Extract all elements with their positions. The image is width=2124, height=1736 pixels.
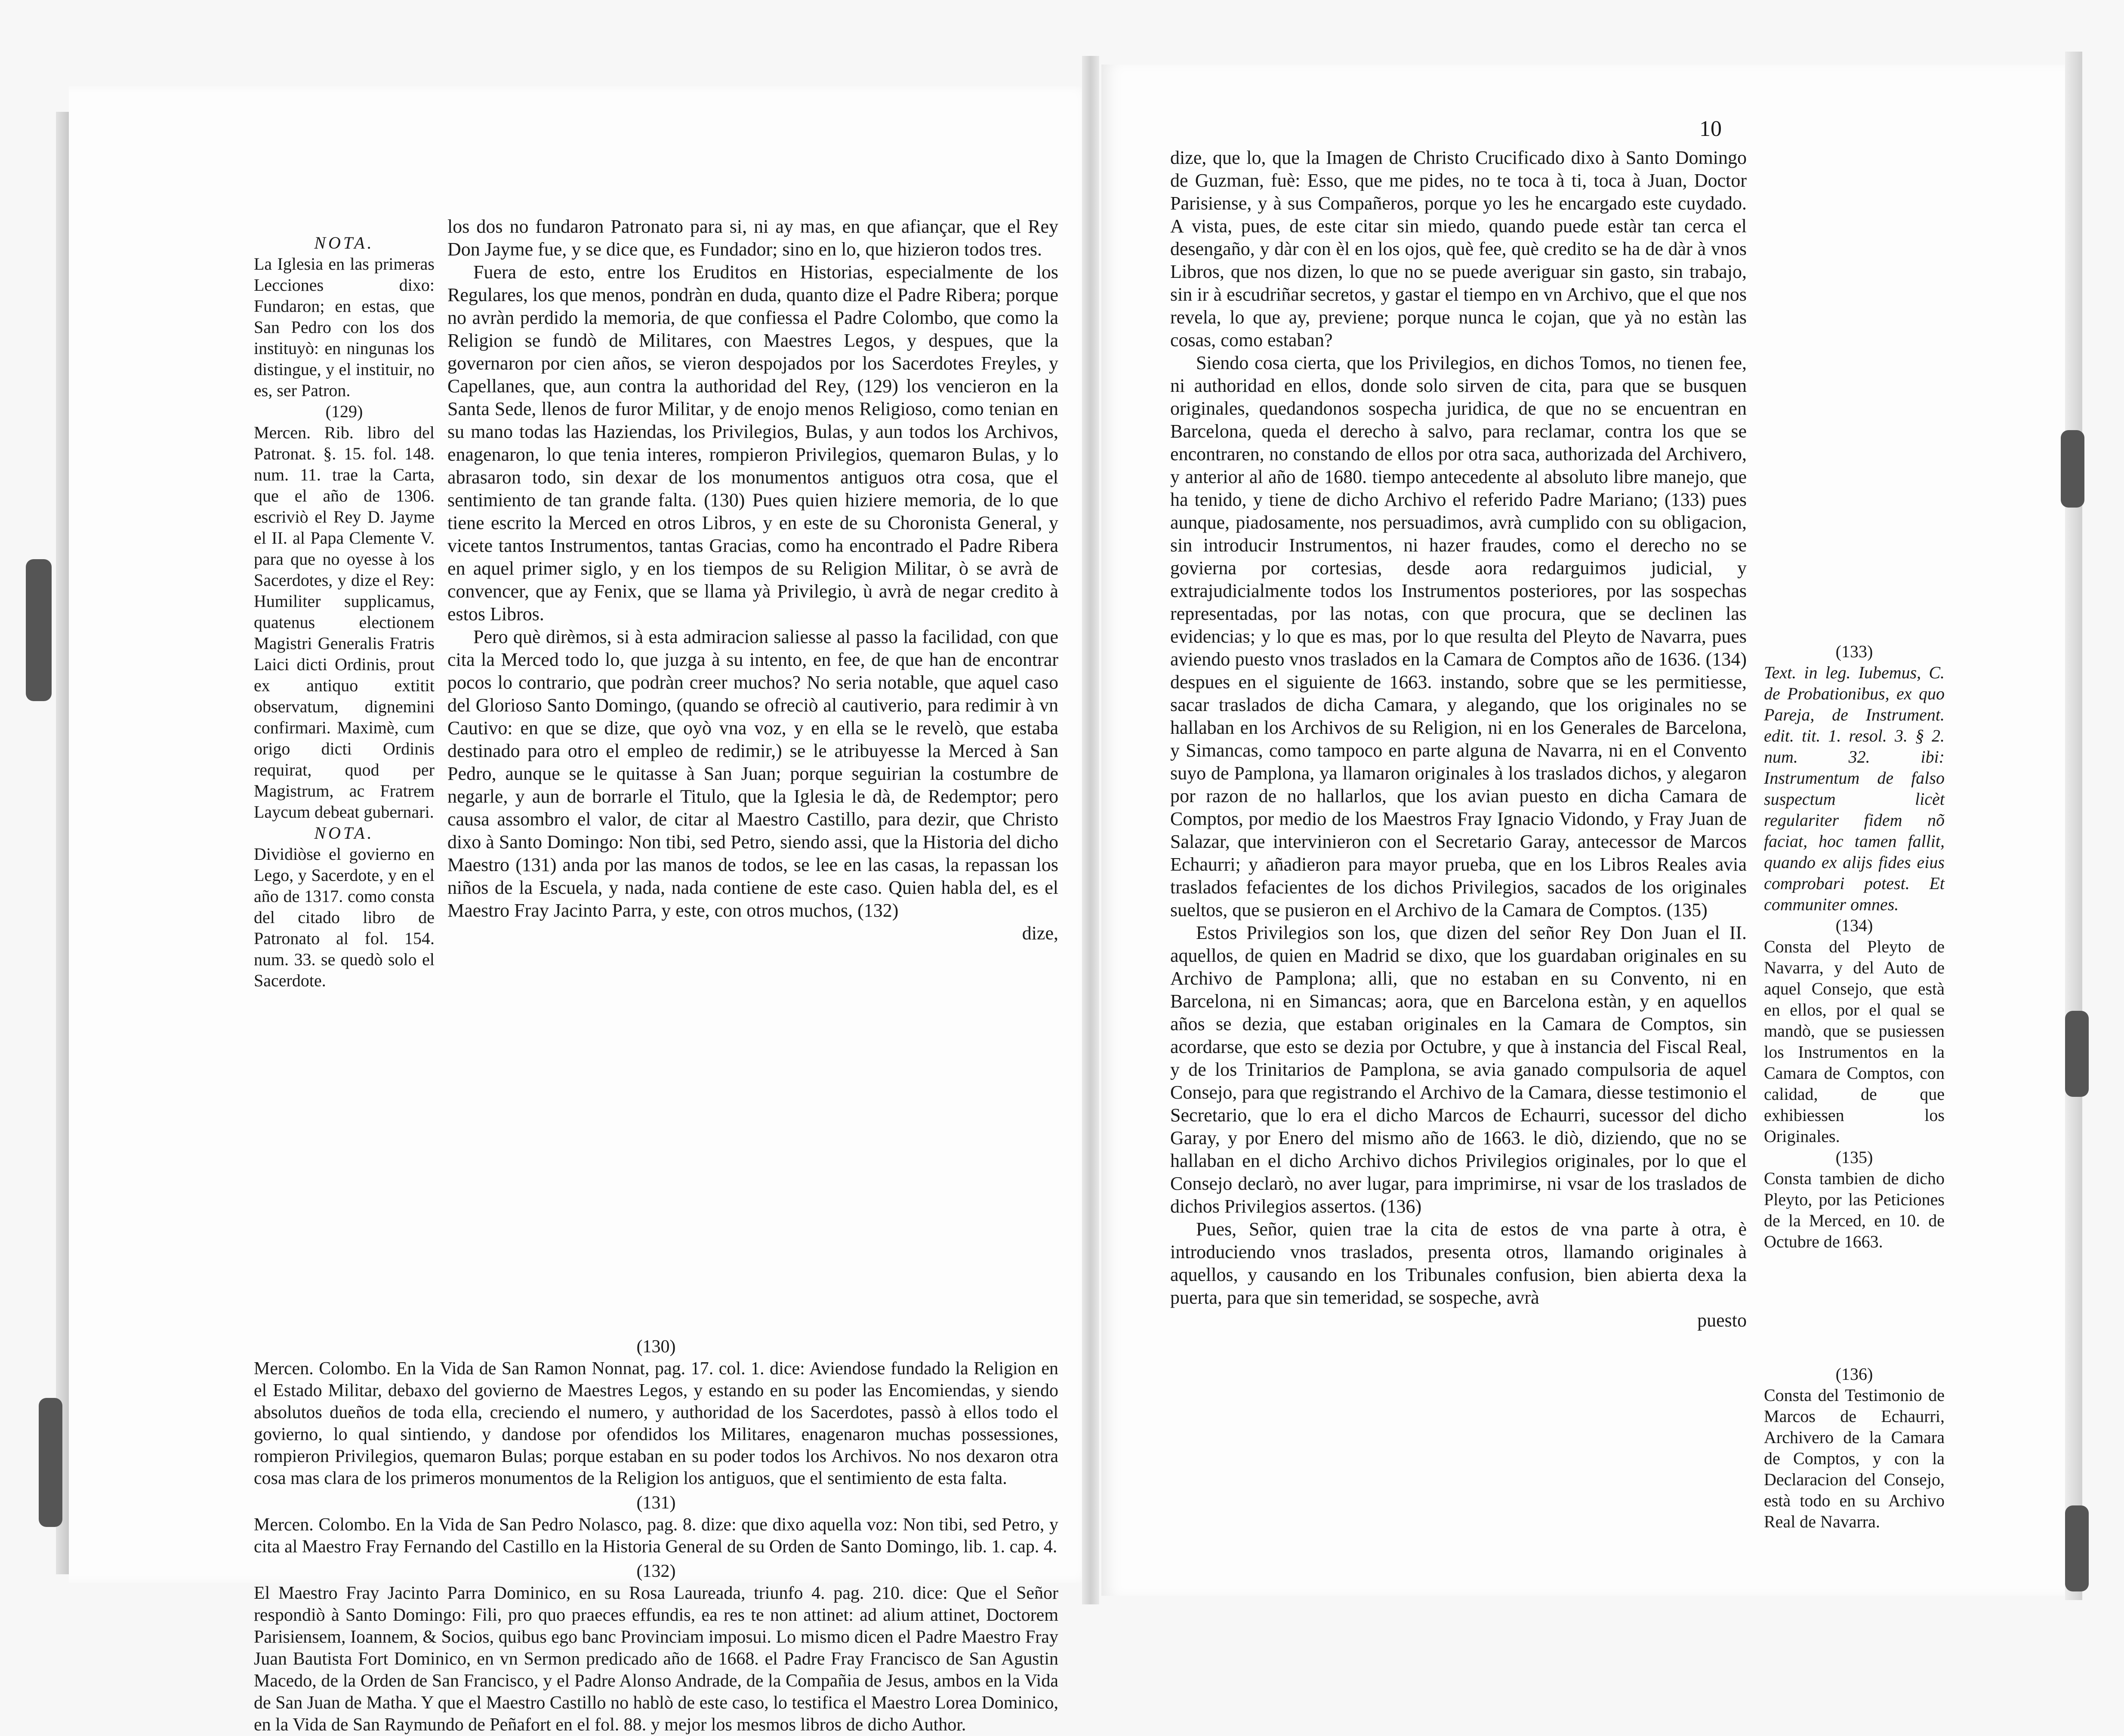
left-main-text	[447, 215, 1058, 945]
binding-tie-left-upper	[26, 559, 52, 701]
binding-tie-right-middle	[2065, 1011, 2089, 1097]
margin-note-text: Mercen. Rib. libro del Patronat. §. 15. fol. 148. num. 11. trae la Carta, que el año de 1306. escriviò el Rey D. Jayme el II. al Papa Clemente V. para que no oyesse à los Sacerdotes, y dize el Rey: Humiliter supplicamus, quatenus electionem Magistri Generalis Fratris Laici dicti Ordinis, prout ex antiquo extitit observatum, dignemini confirmari. Maximè, cum origo dicti Ordinis requirat, quod per Magistrum, ac Fratrem Laycum debeat gubernari.	[254, 423, 435, 822]
page-number: 10	[1699, 117, 1722, 141]
margin-note-number: (135)	[1835, 1148, 1873, 1167]
paragraph: Estos Privilegios son los, que dizen del señor Rey Don Juan el II. aquellos, de quien en Madrid se dixo, que los guardaban originales en su Archivo de Pamplona; alli, que no estaban en su Convento, ni en Barcelona, ni en Simancas; aora, que en Barcelona estàn, y en aquellos años se dezia, que estaban originales en la Camara de Comptos, sin acordarse, que esto se dezia por Octubre, y que à instancia del Fiscal Real, y de los Trinitarios de Pamplona, se avia ganado compulsoria de aquel Consejo, para que registrando el Archivo de la Camara, diesse testimonio el Secretario, que lo era el dicho Marcos de Echaurri, sucessor del dicho Garay, y por Enero del mismo año de 1663. le diò, diziendo, que no se hallaban en el dicho Archivo dichos Privilegios originales, por lo que el Consejo declarò, no aver lugar, para imprimirse, ni vsar de los traslados de dichos Privilegios assertos. (136)	[1170, 922, 1747, 1217]
binding-tie-right-lower	[2065, 1505, 2089, 1591]
margin-note-number: (129)	[325, 402, 363, 421]
binding-tie-right-upper	[2061, 430, 2084, 508]
footnote-text: Mercen. Colombo. En la Vida de San Ramon Nonnat, pag. 17. col. 1. dice: Aviendose fundado la Religion en el Estado Militar, debaxo del govierno de Maestres Legos, y estando en su poder las Encomiendas, y siendo absolutos dueños de toda ella, creciendo el numero, y authoridad de los Sacerdotes, passò à ellos todo el govierno, lo qual sintiendo, y dandose por ofendidos los Militares, enagenaron muchas possessiones, rompieron Privilegios, quemaron Bulas; porque estaban en su poder todos los Archivos. No nos dexaron otra cosa mas clara de los primeros monumentos de la Religion los antiguos, que el sentimiento de esta falta.	[254, 1359, 1058, 1488]
paragraph: dize, que lo, que la Imagen de Christo Crucificado dixo à Santo Domingo de Guzman, fuè: Esso, que me pides, no te toca à ti, toca à Juan, Doctor Parisiense, y à sus Compañeros, porque yo les he encargado este cuydado. A vista, pues, de este citar sin miedo, quando puede estàr tan cerca el desengaño, y dàr con èl en los ojos, què fee, què credito se ha de dàr à vnos Libros, que nos dizen, lo que no se puede averiguar sin gasto, sin trabajo, sin ir à escudriñar secretos, y gastar el tiempo en vn Archivo, que el que nos revela, lo que ay, previene; porque nunca le cojan, que yà no estàn las cosas, como estaban?	[1170, 147, 1747, 351]
book-cover-edge-right	[2065, 52, 2082, 1600]
margin-note-text: Consta del Pleyto de Navarra, y del Auto de aquel Consejo, que està en ellos, por el qual se mandò, que se pusiessen los Instrumentos en la Camara de Comptos, con calidad, de que exhibiessen los Originales.	[1764, 937, 1945, 1146]
footnote-text: El Maestro Fray Jacinto Parra Dominico, en su Rosa Laureada, triunfo 4. pag. 210. dice: Que el Señor respondiò à Santo Domingo: Fili, pro quo praeces effundis, ea res te non attinet: ad alium attinet, Doctorem Parisiensem, Ioannem, & Socios, quibus ego banc Provinciam imposui. Lo mismo dicen el Padre Maestro Fray Juan Bautista Fort Dominico, en vn Sermon predicado año de 1668. el Padre Fray Francisco de San Agustin Macedo, de la Orden de San Francisco, y el Padre Alonso Andrade, de la Compañia de Jesus, ambos en la Vida de San Juan de Matha. Y que el Maestro Castillo no hablò de este caso, lo testifica el Maestro Lorea Dominico, en la Vida de San Raymundo de Peñafort en el fol. 88. y mejor los mesmos libros de dicho Author.	[254, 1583, 1058, 1735]
left-margin-notes	[254, 232, 435, 991]
margin-note-number: (133)	[1835, 642, 1873, 661]
book-gutter	[1082, 56, 1099, 1604]
right-margin-note-136	[1764, 1364, 1945, 1532]
right-margin-notes	[1764, 641, 1945, 1252]
paragraph: los dos no fundaron Patronato para si, ni ay mas, en que afiançar, que el Rey Don Jayme fue, y se dice que, es Fundador; sino en lo, que hizieron todos tres.	[447, 216, 1058, 260]
binding-tie-left-lower	[39, 1398, 62, 1527]
right-main-text	[1170, 146, 1747, 1332]
left-footnotes	[254, 1333, 1058, 1736]
footnote-number: (131)	[636, 1493, 676, 1513]
left-page	[69, 86, 1097, 1735]
catchword: puesto	[1697, 1310, 1747, 1331]
margin-note-text: Consta tambien de dicho Pleyto, por las Peticiones de la Merced, en 10. de Octubre de 1663.	[1764, 1169, 1945, 1251]
margin-note-heading: NOTA.	[314, 823, 374, 843]
footnote-number: (130)	[636, 1337, 676, 1357]
margin-note-text: La Iglesia en las primeras Lecciones dixo: Fundaron; en estas, que San Pedro con los dos instituyò: en ningunas los distingue, y el instituir, no es, ser Patron.	[254, 254, 435, 400]
margin-note-text: Dividiòse el govierno en Lego, y Sacerdote, y en el año de 1317. como consta del citado libro de Patronato al fol. 154. num. 33. se quedò solo el Sacerdote.	[254, 844, 435, 990]
margin-note-number: (134)	[1835, 916, 1873, 935]
margin-note-text: Consta del Testimonio de Marcos de Echaurri, Archivero de la Camara de Comptos, y con la Declaracion del Consejo, està todo en su Archivo Real de Navarra.	[1764, 1385, 1945, 1531]
paragraph: Pero què dirèmos, si à esta admiracion saliesse al passo la facilidad, con que cita la Merced todo lo, que juzga à su intento, en fee, de que han de encontrar pocos lo contrario, que podràn creer muchos? No seria notable, que aquel caso del Glorioso Santo Domingo, (quando se ofreciò al cautiverio, para redimir à vn Cautivo: en que se dize, que oyò vna voz, y en ella se le revelò, que estaba destinado para otro el empleo de redimir,) se le atribuyesse la Merced à San Pedro, aunque se le quitasse à San Juan; porque seguirian la costumbre de negarle, y aun de borrarle el Titulo, que la Iglesia le dà, de Redemptor; pero causa assombro el valor, de citar al Maestro Castillo, para dezir, que Christo dixo à Santo Domingo: Non tibi, sed Petro, siendo assi, que la Historia del dicho Maestro (131) anda por las manos de todos, se lee en las casas, la repassan los niños de la Escuela, y nada, nada contiene de este caso. Quien habla del, es el Maestro Fray Jacinto Parra, y este, con otros muchos, (132)	[447, 626, 1058, 921]
paragraph: Pues, Señor, quien trae la cita de estos de vna parte à otra, è introduciendo vnos traslados, presenta otros, llamando originales à aquellos, y causando en los Tribunales confusion, bien abierta dexa la puerta, para que sin temeridad, se sospeche, avrà	[1170, 1219, 1747, 1308]
margin-note-text: Text. in leg. Iubemus, C. de Probationibus, ex quo Pareja, de Instrument. edit. tit. 1. resol. 3. § 2. num. 32. ibi: Instrumentum de falso suspectum licèt regulariter fidem nõ faciat, hoc tamen fallit, quando ex alijs fides eius comprobari potest. Et communiter omnes.	[1764, 663, 1945, 914]
paragraph: Fuera de esto, entre los Eruditos en Historias, especialmente de los Regulares, los que menos, pondràn en duda, quanto dize el Padre Ribera; porque no avràn perdido la memoria, de que confiessa el Padre Colombo, que como la Religion se fundò de Militares, con Maestres Legos, y despues, que la governaron por cien años, se vieron despojados por los Sacerdotes Freyles, y Capellanes, que, aun contra la authoridad del Rey, (129) los vencieron en la Santa Sede, llenos de furor Militar, y de enojo menos Religioso, como tenian en su mano todas las Haziendas, los Privilegios, Bulas, y aun todos los Archivos, enagenaron, lo que tenia interes, rompieron Privilegios, quemaron Bulas, y lo abrasaron todo, sin dexar de los monumentos antiguos otra cosa, que el sentimiento de tan grande falta. (130) Pues quien hiziere memoria, de lo que tiene escrito la Merced en otros Libros, y en este de su Choronista General, y vicete tantos Instrumentos, tantas Gracias, como ha encontrado el Padre Ribera en aquel primer siglo, y en los tiempos de su Religion Militar, ò se avrà de convencer, que ay Fenix, que se llama yà Privilegio, ù avrà de negar credito à estos Libros.	[447, 262, 1058, 625]
right-page	[1101, 65, 2078, 1596]
catchword: dize,	[1022, 923, 1058, 944]
margin-note-heading: NOTA.	[314, 233, 374, 252]
footnote-number: (132)	[636, 1561, 676, 1581]
footnote-text: Mercen. Colombo. En la Vida de San Pedro Nolasco, pag. 8. dize: que dixo aquella voz: Non tibi, sed Petro, y cita al Maestro Fray Fernando del Castillo en la Historia General de su Orden de Santo Domingo, lib. 1. cap. 4.	[254, 1515, 1058, 1557]
paragraph: Siendo cosa cierta, que los Privilegios, en dichos Tomos, no tienen fee, ni authoridad en ellos, donde solo sirven de cita, para que se busquen originales, quedandonos sospecha juridica, de que no se encuentran en Barcelona, queda el derecho à salvo, para reclamar, contra los que se encontraren, no constando de ellos por otra saca, authorizada del Archivero, y anterior al año de 1680. tiempo antecedente al absoluto libre manejo, que ha tenido, y tiene de dicho Archivo el referido Padre Mariano; (133) pues aunque, piadosamente, nos persuadimos, avrà cumplido con su obligacion, sin introducir Instrumentos, ni hazer fraudes, como el derecho no se govierna por cortesias, desde aora redarguimos judicial, y extrajudicialmente todos los Instrumentos posteriores, por las sospechas representadas, por las notas, con que procura, que se declinen las evidencias; y lo que es mas, por lo que resulta del Pleyto de Navarra, pues aviendo puesto vnos traslados en la Camara de Comptos año de 1636. (134) despues en el siguiente de 1663. instando, sobre que se les permitiesse, sacar traslados de dicha Camara, y alegando, que los originales no se hallaban en los Archivos de su Religion, ni en los Generales de Barcelona, y Simancas, como tampoco en parte alguna de Navarra, ni en el Convento suyo de Pamplona, ya llamaron originales à los traslados dichos, y alegaron por razon de no hallarlos, que los avian puesto en dicha Camara de Comptos, por medio de los Maestros Fray Ignacio Vidondo, y Fray Juan de Salazar, que intervinieron con el Secretario Garay, antecessor de Marcos Echaurri; y añadieron para mayor prueba, que en los Libros Reales avia traslados fefacientes de los dichos Privilegios, sacados de los originales sueltos, que se pusieron en el Archivo de la Camara de Comptos. (135)	[1170, 352, 1747, 920]
margin-note-number: (136)	[1835, 1364, 1873, 1384]
